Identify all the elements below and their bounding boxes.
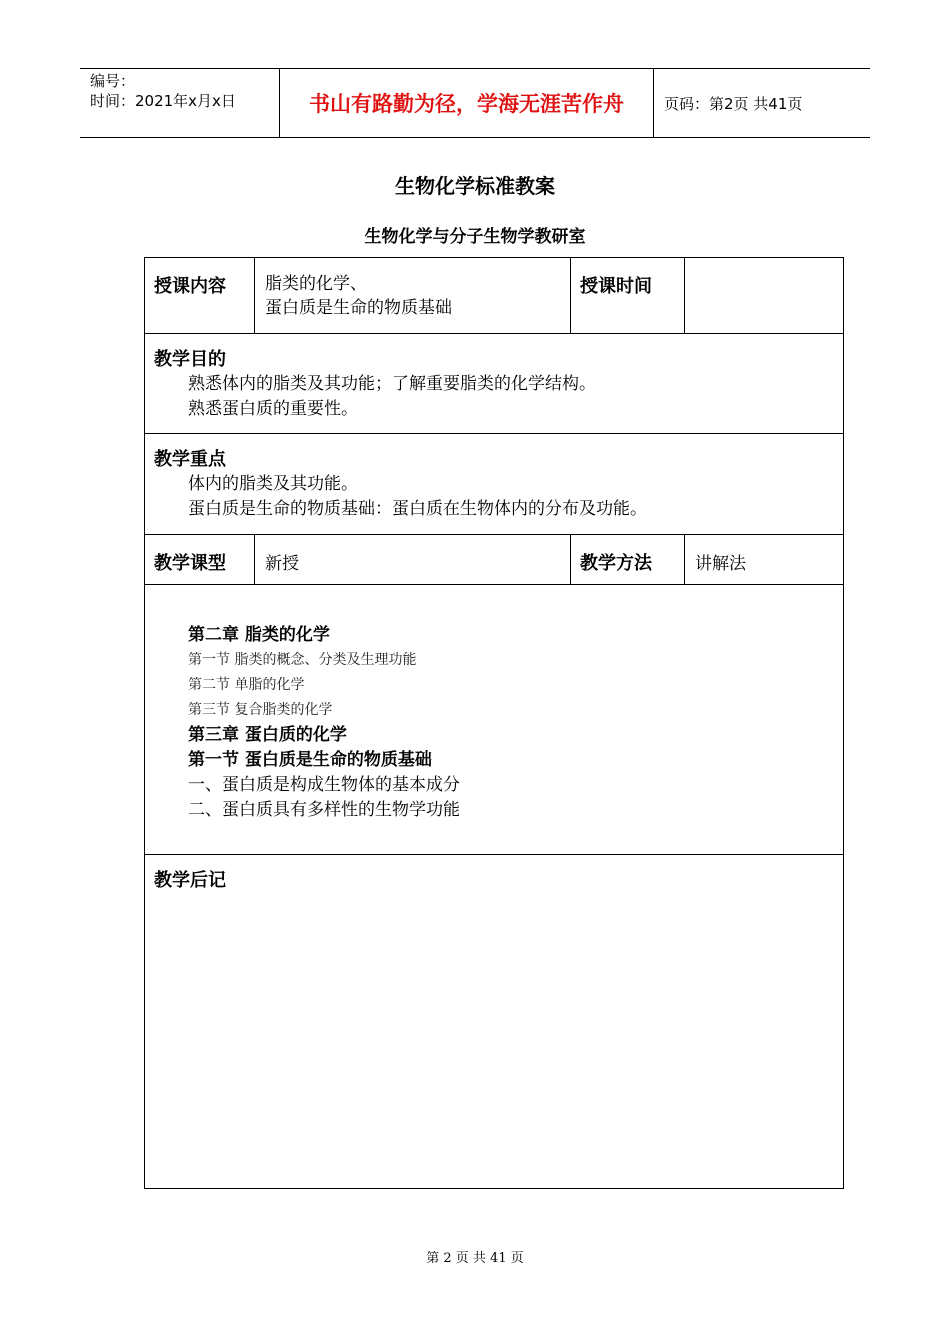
header-meta: [80, 69, 280, 137]
document-title: 生物化学标准教案: [395, 174, 555, 198]
outline-section: 第二节 单脂的化学: [188, 677, 305, 693]
objective-line: 熟悉蛋白质的重要性。: [188, 399, 358, 419]
document-subtitle: 生物化学与分子生物学教研室: [364, 227, 586, 247]
key-point-line: 体内的脂类及其功能。: [188, 474, 358, 494]
outline-chapter: 第三章 蛋白质的化学: [188, 725, 347, 745]
key-points-row: [145, 434, 844, 535]
content-value: [255, 258, 571, 334]
outline-item: 二、蛋白质具有多样性的生物学功能: [188, 800, 460, 820]
key-point-line: 蛋白质是生命的物质基础：蛋白质在生物体内的分布及功能。: [188, 499, 647, 519]
method-label: 教学方法: [571, 535, 685, 585]
number-label: 编号：: [90, 72, 136, 90]
key-points-label: 教学重点: [154, 449, 226, 470]
objectives-row: [145, 334, 844, 434]
postscript-label: 教学后记: [154, 870, 226, 891]
page-info: 页码：第2页 共41页: [664, 94, 803, 113]
objective-line: 熟悉体内的脂类及其功能；了解重要脂类的化学结构。: [188, 374, 596, 394]
type-label: 教学课型: [145, 535, 255, 585]
content-label: 授课内容: [145, 258, 255, 334]
motto: 书山有路勤为径，学海无涯苦作舟: [280, 69, 654, 137]
postscript-row: [145, 855, 844, 1189]
type-value: 新授: [255, 535, 571, 585]
objectives-label: 教学目的: [154, 349, 226, 370]
objectives-cell: [145, 334, 844, 434]
outline-section: 第一节 脂类的概念、分类及生理功能: [188, 652, 417, 668]
page-footer: 第 2 页 共 41 页: [426, 1251, 524, 1266]
postscript-cell: [145, 855, 844, 1189]
content-line: 蛋白质是生命的物质基础: [265, 298, 452, 318]
outline-row: [145, 585, 844, 855]
lesson-row: [145, 535, 844, 585]
method-value: 讲解法: [685, 535, 844, 585]
outline-chapter: 第二章 脂类的化学: [188, 625, 330, 645]
key-points-cell: [145, 434, 844, 535]
page-header: [80, 68, 870, 138]
outline-chapter: 第一节 蛋白质是生命的物质基础: [188, 750, 432, 770]
time-label: 时间：2021年x月x日: [90, 92, 236, 110]
outline-item: 一、蛋白质是构成生物体的基本成分: [188, 775, 460, 795]
outline-section: 第三节 复合脂类的化学: [188, 702, 333, 718]
time-label-cell: 授课时间: [571, 258, 685, 334]
outline-cell: [145, 585, 844, 855]
time-value-cell: [685, 258, 844, 334]
content-line: 脂类的化学、: [265, 274, 367, 294]
course-row: [145, 258, 844, 334]
lesson-plan-table: [144, 257, 844, 1189]
